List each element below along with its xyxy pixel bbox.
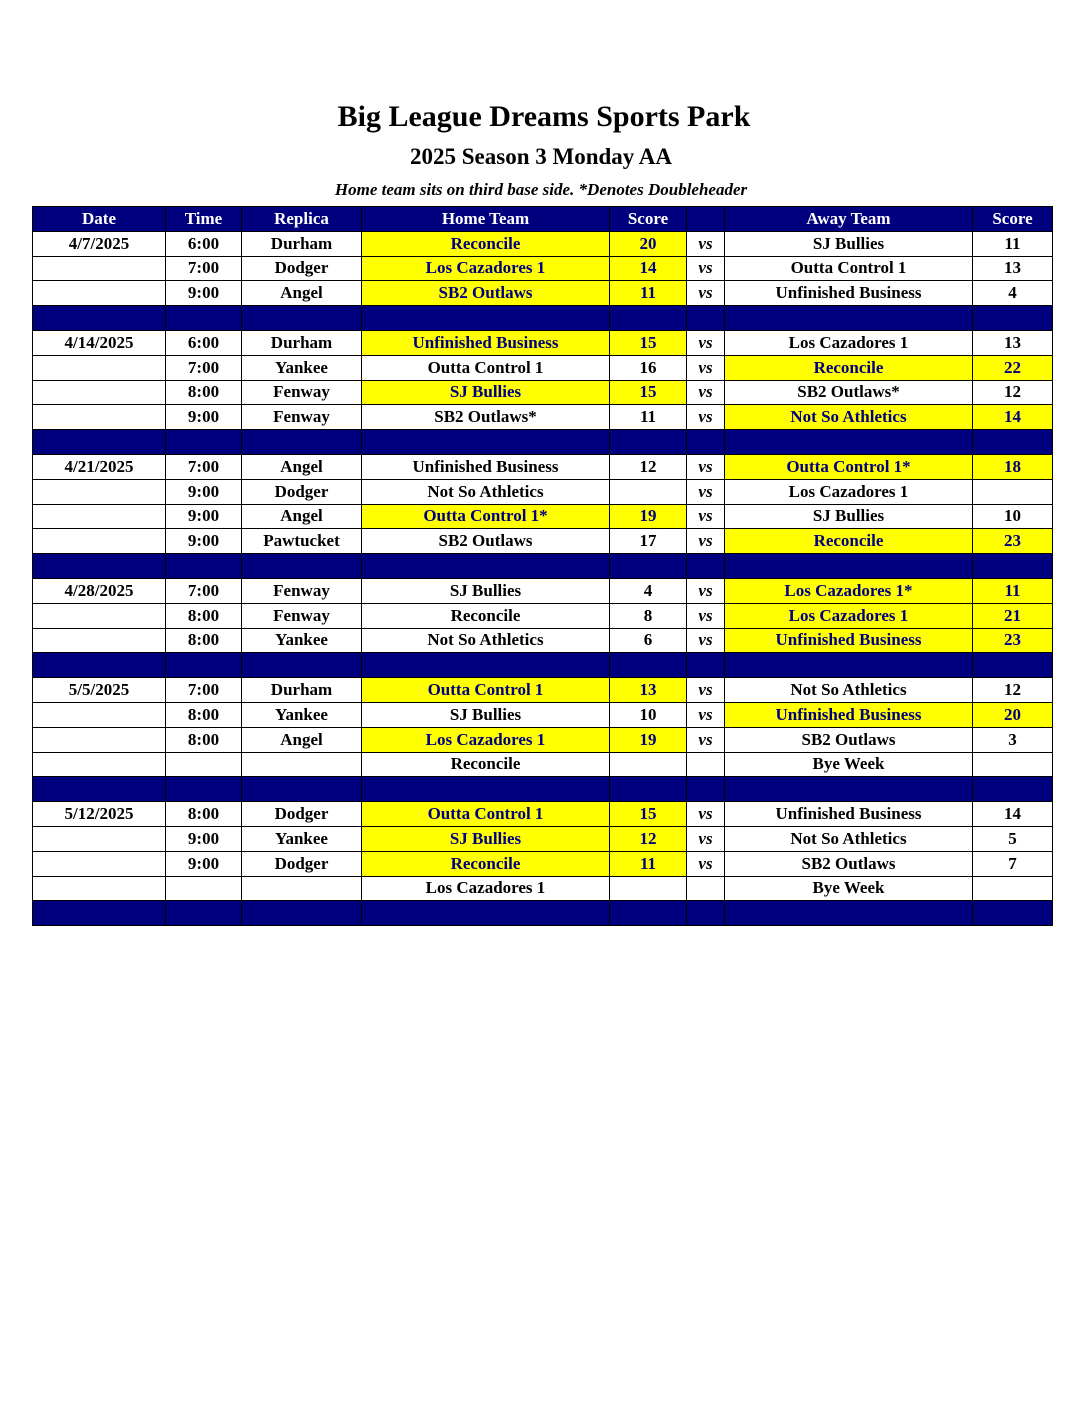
table-row [33,256,1053,281]
table-row [33,330,1053,355]
header-vs [687,207,725,232]
table-row [33,851,1053,876]
separator-cell [242,901,362,926]
replica-cell: Pawtucket [242,529,362,554]
home-score-cell [610,752,687,777]
replica-cell [242,752,362,777]
home-score-cell: 15 [610,380,687,405]
vs-cell: vs [687,851,725,876]
date-cell [33,702,166,727]
vs-cell: vs [687,454,725,479]
home-team-cell: SJ Bullies [362,702,610,727]
away-score-cell [973,752,1053,777]
away-score-cell: 13 [973,256,1053,281]
home-score-cell: 6 [610,628,687,653]
home-score-cell: 19 [610,504,687,529]
time-cell: 6:00 [166,330,242,355]
time-cell: 6:00 [166,231,242,256]
replica-cell: Angel [242,727,362,752]
separator-cell [610,653,687,678]
date-cell: 4/21/2025 [33,454,166,479]
home-score-cell: 12 [610,826,687,851]
separator-cell [33,901,166,926]
separator-cell [973,554,1053,579]
date-cell [33,727,166,752]
separator-cell [973,306,1053,331]
time-cell [166,876,242,901]
time-cell: 8:00 [166,628,242,653]
away-score-cell: 4 [973,281,1053,306]
home-score-cell: 8 [610,603,687,628]
away-team-cell: Bye Week [725,752,973,777]
away-team-cell: Outta Control 1* [725,454,973,479]
table-row [33,479,1053,504]
table-row [33,578,1053,603]
time-cell: 7:00 [166,355,242,380]
separator-cell [242,306,362,331]
time-cell: 9:00 [166,504,242,529]
away-team-cell: SB2 Outlaws [725,727,973,752]
table-row [33,752,1053,777]
schedule-note: Home team sits on third base side. *Denotes Doubleheader [334,180,748,199]
home-score-cell: 10 [610,702,687,727]
away-team-cell: Los Cazadores 1 [725,479,973,504]
date-cell [33,256,166,281]
away-team-cell: Unfinished Business [725,702,973,727]
week-separator-row [33,901,1053,926]
away-score-cell: 14 [973,802,1053,827]
page-subtitle: 2025 Season 3 Monday AA [410,144,672,169]
separator-cell [687,430,725,455]
away-team-cell: SB2 Outlaws* [725,380,973,405]
date-cell [33,479,166,504]
vs-cell: vs [687,231,725,256]
away-team-cell: Not So Athletics [725,405,973,430]
separator-cell [725,430,973,455]
separator-cell [725,653,973,678]
away-score-cell: 12 [973,380,1053,405]
away-score-cell: 12 [973,678,1053,703]
replica-cell: Fenway [242,603,362,628]
home-score-cell: 15 [610,330,687,355]
date-cell [33,603,166,628]
replica-cell: Durham [242,678,362,703]
date-cell: 4/14/2025 [33,330,166,355]
replica-cell [242,876,362,901]
replica-cell: Angel [242,454,362,479]
date-cell [33,380,166,405]
vs-cell: vs [687,678,725,703]
separator-cell [725,777,973,802]
header-home-team: Home Team [362,207,610,232]
table-row [33,504,1053,529]
replica-cell: Durham [242,231,362,256]
away-team-cell: Unfinished Business [725,802,973,827]
home-team-cell: Reconcile [362,603,610,628]
vs-cell: vs [687,504,725,529]
date-cell: 5/12/2025 [33,802,166,827]
separator-cell [362,653,610,678]
home-score-cell: 17 [610,529,687,554]
replica-cell: Yankee [242,702,362,727]
separator-cell [362,901,610,926]
week-separator-row [33,653,1053,678]
away-team-cell: Bye Week [725,876,973,901]
date-cell: 4/28/2025 [33,578,166,603]
away-team-cell: Unfinished Business [725,628,973,653]
separator-cell [610,306,687,331]
replica-cell: Dodger [242,479,362,504]
time-cell: 8:00 [166,727,242,752]
replica-cell: Yankee [242,355,362,380]
vs-cell [687,876,725,901]
date-cell [33,504,166,529]
date-cell [33,851,166,876]
separator-cell [362,554,610,579]
home-score-cell: 13 [610,678,687,703]
away-score-cell [973,876,1053,901]
schedule-body [33,231,1053,925]
away-score-cell: 10 [973,504,1053,529]
home-score-cell: 15 [610,802,687,827]
time-cell: 8:00 [166,603,242,628]
away-team-cell: Unfinished Business [725,281,973,306]
home-team-cell: SB2 Outlaws* [362,405,610,430]
time-cell: 8:00 [166,802,242,827]
table-row [33,231,1053,256]
separator-cell [610,554,687,579]
home-team-cell: Outta Control 1 [362,355,610,380]
time-cell: 9:00 [166,826,242,851]
replica-cell: Dodger [242,256,362,281]
week-separator-row [33,430,1053,455]
vs-cell: vs [687,727,725,752]
away-team-cell: SJ Bullies [725,504,973,529]
table-row [33,876,1053,901]
away-score-cell: 11 [973,231,1053,256]
time-cell: 8:00 [166,380,242,405]
home-team-cell: Outta Control 1* [362,504,610,529]
separator-cell [973,653,1053,678]
replica-cell: Durham [242,330,362,355]
vs-cell: vs [687,702,725,727]
away-score-cell: 23 [973,628,1053,653]
table-row [33,355,1053,380]
home-score-cell: 4 [610,578,687,603]
away-team-cell: Not So Athletics [725,678,973,703]
time-cell: 7:00 [166,578,242,603]
replica-cell: Dodger [242,802,362,827]
vs-cell: vs [687,603,725,628]
table-row [33,628,1053,653]
table-row [33,281,1053,306]
time-cell: 9:00 [166,851,242,876]
time-cell: 8:00 [166,702,242,727]
home-team-cell: Reconcile [362,851,610,876]
time-cell: 9:00 [166,405,242,430]
week-separator-row [33,554,1053,579]
separator-cell [242,777,362,802]
home-score-cell: 12 [610,454,687,479]
vs-cell: vs [687,802,725,827]
separator-cell [687,777,725,802]
separator-cell [725,554,973,579]
separator-cell [242,554,362,579]
schedule-table [32,206,1053,926]
home-team-cell: Los Cazadores 1 [362,727,610,752]
away-team-cell: Not So Athletics [725,826,973,851]
vs-cell [687,752,725,777]
home-team-cell: Not So Athletics [362,628,610,653]
home-team-cell: SJ Bullies [362,380,610,405]
header-replica: Replica [242,207,362,232]
separator-cell [166,777,242,802]
separator-cell [725,901,973,926]
home-score-cell: 11 [610,281,687,306]
home-score-cell: 14 [610,256,687,281]
table-row [33,603,1053,628]
table-row [33,405,1053,430]
separator-cell [33,430,166,455]
away-team-cell: Los Cazadores 1 [725,330,973,355]
home-team-cell: Los Cazadores 1 [362,876,610,901]
separator-cell [687,306,725,331]
date-cell [33,529,166,554]
separator-cell [166,306,242,331]
date-cell [33,281,166,306]
replica-cell: Angel [242,504,362,529]
home-team-cell: Not So Athletics [362,479,610,504]
date-cell [33,628,166,653]
date-cell [33,355,166,380]
vs-cell: vs [687,578,725,603]
away-score-cell: 13 [973,330,1053,355]
home-score-cell: 11 [610,405,687,430]
vs-cell: vs [687,256,725,281]
separator-cell [242,653,362,678]
table-row [33,727,1053,752]
separator-cell [242,430,362,455]
away-team-cell: Los Cazadores 1 [725,603,973,628]
table-row [33,529,1053,554]
home-score-cell: 11 [610,851,687,876]
away-team-cell: Los Cazadores 1* [725,578,973,603]
away-team-cell: Outta Control 1 [725,256,973,281]
separator-cell [166,554,242,579]
table-row [33,454,1053,479]
date-cell [33,752,166,777]
vs-cell: vs [687,380,725,405]
table-row [33,678,1053,703]
home-team-cell: Unfinished Business [362,330,610,355]
home-score-cell [610,876,687,901]
away-team-cell: SJ Bullies [725,231,973,256]
separator-cell [725,306,973,331]
table-row [33,826,1053,851]
date-cell [33,405,166,430]
time-cell: 7:00 [166,454,242,479]
time-cell: 9:00 [166,479,242,504]
separator-cell [33,653,166,678]
header-away-score: Score [973,207,1053,232]
vs-cell: vs [687,529,725,554]
separator-cell [610,430,687,455]
vs-cell: vs [687,628,725,653]
vs-cell: vs [687,479,725,504]
replica-cell: Yankee [242,826,362,851]
header-home-score: Score [610,207,687,232]
home-team-cell: SB2 Outlaws [362,281,610,306]
separator-cell [166,653,242,678]
date-cell [33,826,166,851]
separator-cell [166,430,242,455]
home-score-cell: 20 [610,231,687,256]
time-cell: 9:00 [166,281,242,306]
date-cell: 4/7/2025 [33,231,166,256]
replica-cell: Fenway [242,380,362,405]
separator-cell [687,901,725,926]
separator-cell [610,901,687,926]
home-team-cell: Los Cazadores 1 [362,256,610,281]
separator-cell [973,777,1053,802]
home-team-cell: SB2 Outlaws [362,529,610,554]
separator-cell [610,777,687,802]
date-cell [33,876,166,901]
away-score-cell: 5 [973,826,1053,851]
table-row [33,380,1053,405]
away-score-cell: 11 [973,578,1053,603]
separator-cell [362,430,610,455]
vs-cell: vs [687,281,725,306]
week-separator-row [33,306,1053,331]
replica-cell: Fenway [242,578,362,603]
away-score-cell: 23 [973,529,1053,554]
away-score-cell: 3 [973,727,1053,752]
separator-cell [973,901,1053,926]
separator-cell [687,653,725,678]
header-time: Time [166,207,242,232]
away-score-cell: 21 [973,603,1053,628]
separator-cell [973,430,1053,455]
vs-cell: vs [687,826,725,851]
away-score-cell: 22 [973,355,1053,380]
home-team-cell: Reconcile [362,231,610,256]
header-date: Date [33,207,166,232]
home-team-cell: Outta Control 1 [362,802,610,827]
away-score-cell: 14 [973,405,1053,430]
table-row [33,702,1053,727]
home-team-cell: SJ Bullies [362,826,610,851]
home-team-cell: Unfinished Business [362,454,610,479]
header-away-team: Away Team [725,207,973,232]
vs-cell: vs [687,330,725,355]
home-team-cell: SJ Bullies [362,578,610,603]
table-row [33,802,1053,827]
separator-cell [33,777,166,802]
vs-cell: vs [687,355,725,380]
separator-cell [687,554,725,579]
home-score-cell: 16 [610,355,687,380]
home-team-cell: Reconcile [362,752,610,777]
away-team-cell: SB2 Outlaws [725,851,973,876]
away-score-cell: 7 [973,851,1053,876]
time-cell: 7:00 [166,678,242,703]
away-score-cell: 18 [973,454,1053,479]
separator-cell [166,901,242,926]
separator-cell [362,306,610,331]
time-cell: 9:00 [166,529,242,554]
replica-cell: Fenway [242,405,362,430]
home-team-cell: Outta Control 1 [362,678,610,703]
home-score-cell: 19 [610,727,687,752]
separator-cell [362,777,610,802]
away-team-cell: Reconcile [725,355,973,380]
page-title: Big League Dreams Sports Park [337,100,751,133]
separator-cell [33,306,166,331]
week-separator-row [33,777,1053,802]
time-cell: 7:00 [166,256,242,281]
away-team-cell: Reconcile [725,529,973,554]
replica-cell: Angel [242,281,362,306]
replica-cell: Yankee [242,628,362,653]
separator-cell [33,554,166,579]
date-cell: 5/5/2025 [33,678,166,703]
replica-cell: Dodger [242,851,362,876]
away-score-cell [973,479,1053,504]
table-header-row [33,207,1053,232]
vs-cell: vs [687,405,725,430]
away-score-cell: 20 [973,702,1053,727]
home-score-cell [610,479,687,504]
time-cell [166,752,242,777]
